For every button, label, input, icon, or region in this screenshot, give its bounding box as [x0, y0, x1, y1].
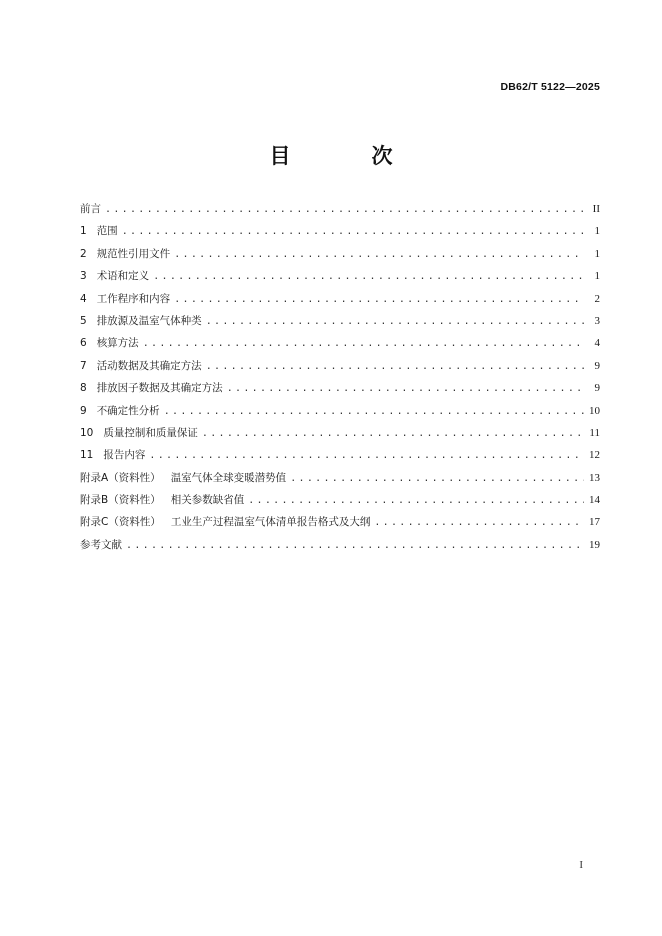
toc-entry-number: 5	[80, 314, 87, 327]
toc-entry-6[interactable]	[80, 335, 600, 357]
toc-entry-label: 范围	[96, 225, 118, 238]
toc-entry-label: 质量控制和质量保证	[103, 426, 198, 439]
toc-entry-page: 1	[594, 270, 600, 283]
dot-leader	[174, 247, 584, 263]
toc-entry-label: 排放因子数据及其确定方法	[96, 382, 223, 395]
toc-entry-references[interactable]	[80, 537, 600, 559]
toc-entry-label: 规范性引用文件	[96, 247, 171, 260]
toc-entry-number: 附录C（资料性）	[80, 516, 161, 529]
toc-entry-label: 不确定性分析	[96, 404, 160, 417]
toc-entry-label: 前言	[80, 203, 101, 215]
dot-leader	[143, 336, 584, 352]
toc-entry-7[interactable]	[80, 358, 600, 380]
toc-entry-number: 10	[80, 426, 94, 439]
dot-leader	[126, 538, 584, 554]
dot-leader	[174, 292, 584, 308]
toc-entry-page: 12	[589, 449, 600, 462]
toc-entry-9[interactable]	[80, 403, 600, 425]
toc-entry-page: 11	[589, 426, 600, 439]
page-title: 目 次	[269, 144, 423, 168]
toc-entry-foreword[interactable]	[80, 201, 600, 223]
toc-entry-number: 1	[80, 225, 87, 238]
toc-entry-label: 工业生产过程温室气体清单报告格式及大纲	[170, 516, 371, 529]
dot-leader	[206, 359, 584, 375]
toc-entry-3[interactable]	[80, 268, 600, 290]
toc-entry-page: 13	[589, 471, 600, 484]
toc-entry-10[interactable]	[80, 425, 600, 447]
toc-entry-label: 工作程序和内容	[96, 292, 171, 305]
toc-entry-page: 1	[594, 225, 600, 238]
toc-entry-number: 附录A（资料性）	[80, 471, 161, 484]
toc-entry-number: 附录B（资料性）	[80, 494, 161, 507]
toc-entry-number: 9	[80, 404, 87, 417]
toc-entry-number: 6	[80, 337, 87, 350]
toc-entry-2[interactable]	[80, 246, 600, 268]
toc-entry-label: 核算方法	[96, 337, 139, 350]
dot-leader	[248, 493, 584, 509]
toc-entry-page: 19	[589, 538, 600, 551]
dot-leader	[149, 448, 584, 464]
toc-entry-page: 1	[594, 247, 600, 260]
toc-entry-appendix-b[interactable]	[80, 492, 600, 514]
toc-entry-1[interactable]	[80, 223, 600, 245]
toc-entry-label: 术语和定义	[96, 270, 150, 283]
standard-code: DB62/T 5122—2025	[500, 81, 600, 93]
toc-entry-page: 4	[594, 337, 600, 350]
toc-entry-number: 7	[80, 359, 87, 372]
toc-entry-page: 3	[594, 314, 600, 327]
toc-entry-page: 9	[594, 382, 600, 395]
toc-entry-page: 2	[594, 292, 600, 305]
dot-leader	[206, 314, 584, 330]
toc-entry-page: 10	[589, 404, 600, 417]
toc-entry-label: 活动数据及其确定方法	[96, 359, 202, 372]
toc-entry-page: II	[592, 203, 600, 215]
toc-entry-number: 2	[80, 247, 87, 260]
toc-entry-page: 14	[589, 494, 600, 507]
dot-leader	[105, 202, 584, 218]
toc-entry-page: 17	[589, 516, 600, 529]
toc-entry-4[interactable]	[80, 291, 600, 313]
page-number: I	[579, 859, 583, 871]
dot-leader	[202, 426, 584, 442]
toc-entry-11[interactable]	[80, 447, 600, 469]
toc-entry-number: 11	[80, 449, 94, 462]
toc-entry-number: 8	[80, 382, 87, 395]
dot-leader	[153, 269, 584, 285]
toc-entry-label: 参考文献	[80, 538, 122, 551]
dot-leader	[290, 471, 584, 487]
toc-entry-5[interactable]	[80, 313, 600, 335]
toc-entry-number: 4	[80, 292, 87, 305]
toc-entry-label: 相关参数缺省值	[170, 494, 245, 507]
toc-entry-label: 排放源及温室气体种类	[96, 314, 202, 327]
toc-entry-label: 报告内容	[103, 449, 146, 462]
dot-leader	[227, 381, 584, 397]
dot-leader	[374, 515, 584, 531]
toc-entry-8[interactable]	[80, 380, 600, 402]
dot-leader	[122, 224, 584, 240]
toc-entry-number: 3	[80, 270, 87, 283]
table-of-contents	[80, 201, 600, 559]
toc-entry-appendix-c[interactable]	[80, 514, 600, 536]
toc-entry-page: 9	[594, 359, 600, 372]
dot-leader	[164, 404, 584, 420]
toc-entry-label: 温室气体全球变暖潜势值	[170, 471, 287, 484]
toc-entry-appendix-a[interactable]	[80, 470, 600, 492]
